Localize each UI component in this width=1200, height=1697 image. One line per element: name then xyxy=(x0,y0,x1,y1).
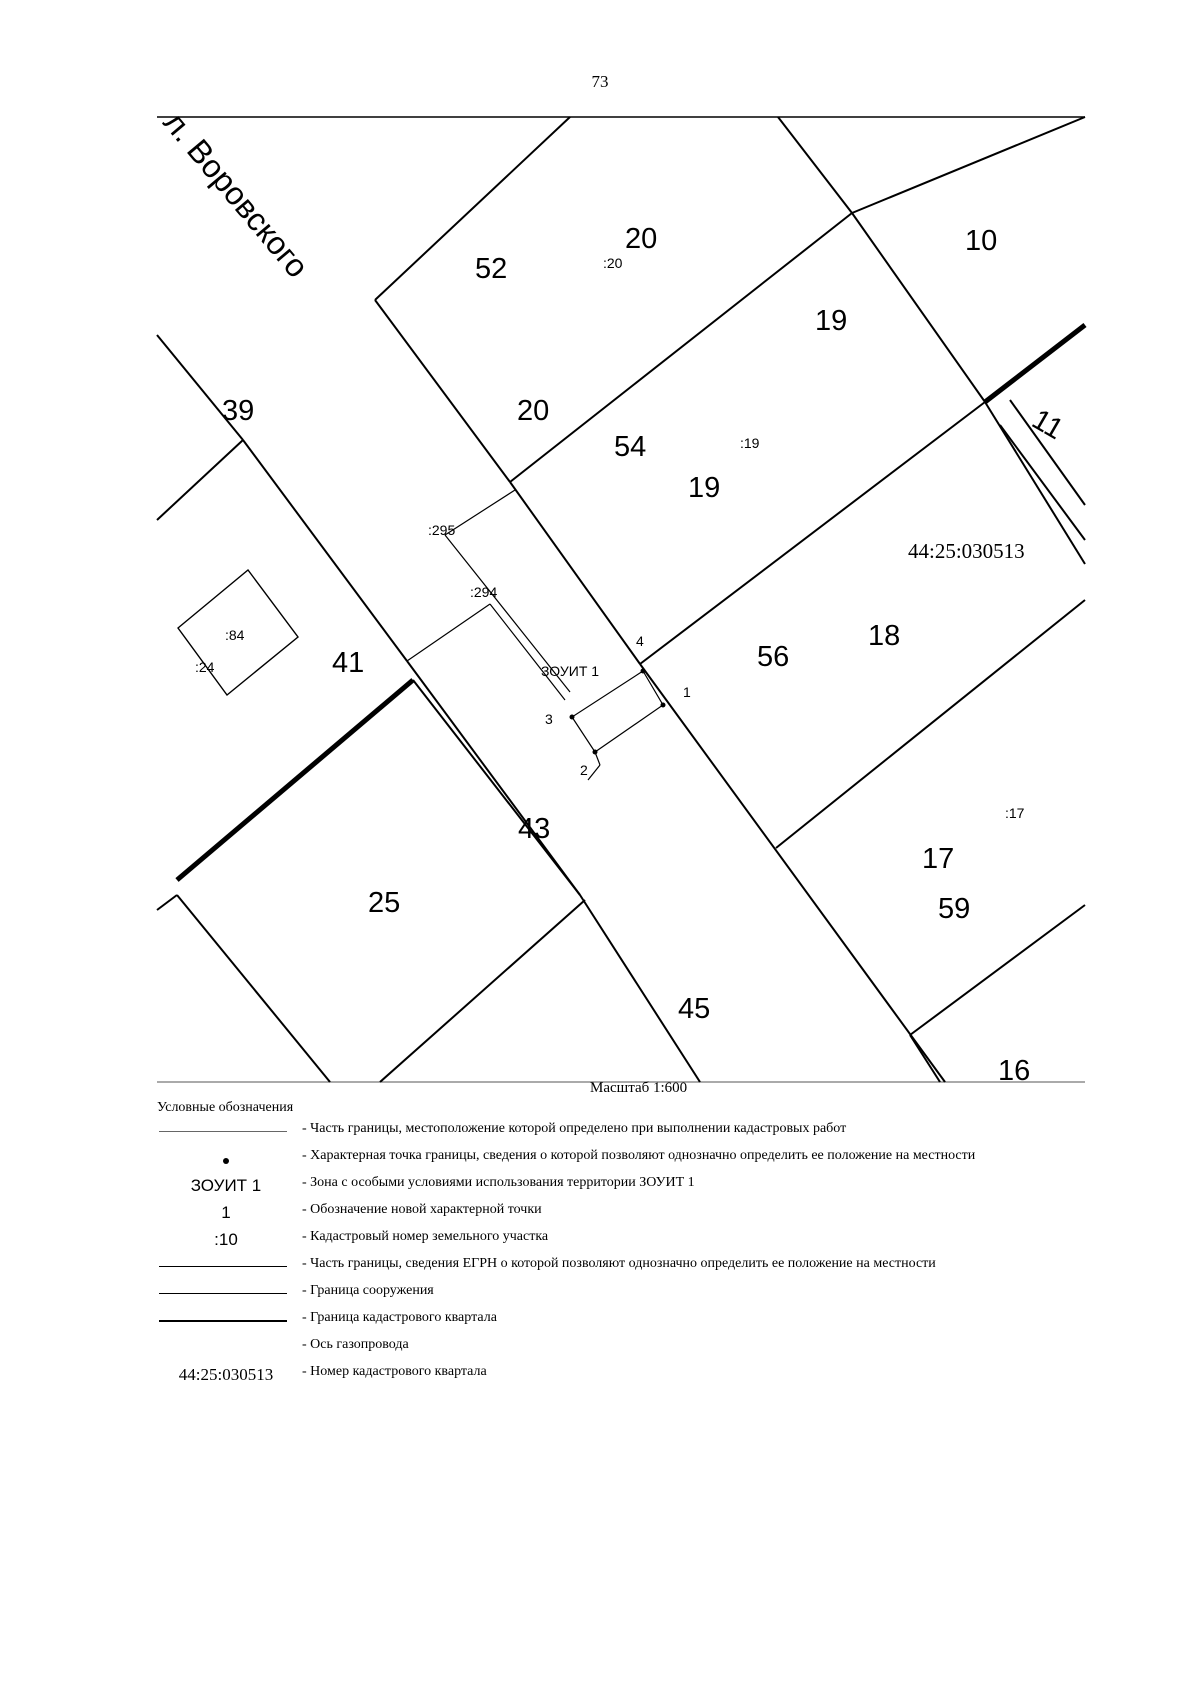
parcel-label: 19 xyxy=(688,472,721,504)
legend-item xyxy=(157,1172,1077,1199)
legend-text: - Зона с особыми условиями использования территории ЗОУИТ 1 xyxy=(302,1175,695,1190)
legend-item xyxy=(157,1334,1077,1361)
legend-title: Условные обозначения xyxy=(157,1100,294,1115)
legend-item xyxy=(157,1307,1077,1334)
legend xyxy=(157,1118,1077,1388)
point-label: 3 xyxy=(545,711,553,727)
point-label: 2 xyxy=(580,762,588,778)
parcel-label: 19 xyxy=(815,305,848,337)
legend-item xyxy=(157,1118,1077,1145)
parcel-label: 59 xyxy=(938,893,971,925)
parcel-label: 39 xyxy=(222,395,255,427)
parcel-label: 11 xyxy=(1026,403,1069,447)
legend-item xyxy=(157,1253,1077,1280)
quarter-number: 44:25:030513 xyxy=(908,539,1025,563)
street-label: л. Воровского xyxy=(156,104,316,285)
legend-text: - Граница сооружения xyxy=(302,1283,434,1298)
legend-symbol xyxy=(157,1145,295,1172)
parcel-label: 17 xyxy=(922,843,955,875)
legend-symbol: 1 xyxy=(221,1203,231,1222)
legend-text: - Часть границы, местоположение которой определено при выполнении кадастровых работ xyxy=(302,1121,847,1136)
parcel-label: 18 xyxy=(868,620,901,652)
legend-symbol xyxy=(157,1334,295,1361)
legend-item xyxy=(157,1280,1077,1307)
legend-text: - Номер кадастрового квартала xyxy=(302,1364,487,1379)
zone-label: ЗОУИТ 1 xyxy=(541,663,600,679)
page-number: 73 xyxy=(591,72,609,91)
parcel-label: :20 xyxy=(603,255,623,271)
legend-symbol xyxy=(157,1307,295,1334)
legend-text: - Кадастровый номер земельного участка xyxy=(302,1229,549,1244)
legend-text: - Обозначение новой характерной точки xyxy=(302,1202,542,1217)
legend-item xyxy=(157,1145,1077,1172)
point-dot-icon xyxy=(223,1158,229,1164)
legend-symbol: :10 xyxy=(214,1230,238,1249)
parcel-label: 16 xyxy=(998,1055,1031,1087)
parcel-label: 52 xyxy=(475,253,508,285)
parcel-label: :17 xyxy=(1005,805,1025,821)
characteristic-points xyxy=(570,669,666,755)
legend-text: - Граница кадастрового квартала xyxy=(302,1310,497,1325)
legend-symbol: 44:25:030513 xyxy=(178,1365,274,1384)
point-label: :294 xyxy=(470,584,498,600)
parcel-label: 54 xyxy=(614,431,647,463)
parcel-label: :24 xyxy=(195,659,215,675)
parcel-label: 41 xyxy=(332,647,365,679)
parcel-label: 10 xyxy=(965,225,998,257)
legend-symbol xyxy=(157,1280,295,1307)
parcel-label: :19 xyxy=(740,435,760,451)
legend-text: - Ось газопровода xyxy=(302,1337,409,1352)
parcel-label: 20 xyxy=(625,223,658,255)
legend-symbol: ЗОУИТ 1 xyxy=(190,1176,262,1195)
scale-label: Масштаб 1:600 xyxy=(590,1080,688,1096)
parcel-label: :84 xyxy=(225,627,245,643)
legend-text: - Часть границы, сведения ЕГРН о которой позволяют однозначно определить ее положение на местности xyxy=(302,1256,936,1271)
parcel-label: 25 xyxy=(368,887,401,919)
legend-item xyxy=(157,1361,1077,1388)
parcel-label: 56 xyxy=(757,641,790,673)
legend-symbol xyxy=(157,1118,295,1145)
legend-item xyxy=(157,1199,1077,1226)
parcel-label: 43 xyxy=(518,813,551,845)
legend-symbol xyxy=(157,1253,295,1280)
point-label: :295 xyxy=(428,522,456,538)
parcel-label: 20 xyxy=(517,395,550,427)
point-label: 4 xyxy=(636,633,644,649)
legend-item xyxy=(157,1226,1077,1253)
quarter-boundaries xyxy=(177,325,1085,880)
point-label: 1 xyxy=(683,684,691,700)
parcel-label: 45 xyxy=(678,993,711,1025)
legend-text: - Характерная точка границы, сведения о которой позволяют однозначно определить ее положение на местности xyxy=(302,1148,976,1163)
